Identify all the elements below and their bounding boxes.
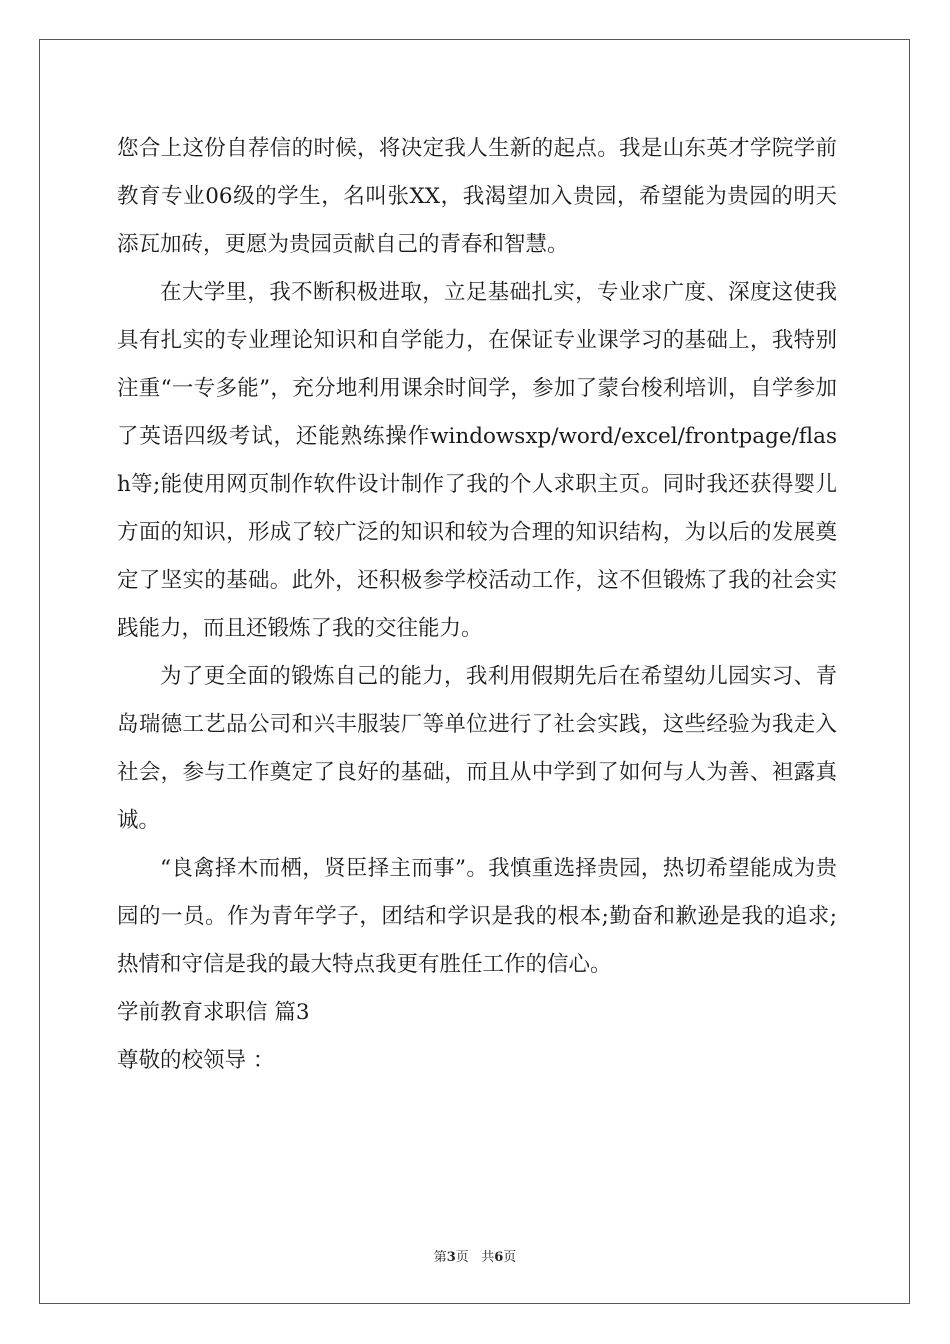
paragraph-intro: 您合上这份自荐信的时候，将决定我人生新的起点。我是山东英才学院学前教育专业06级的学生，名叫张XX，我渴望加入贵园，希望能为贵园的明天添瓦加砖，更愿为贵园贡献自己的青春和智慧。 (117, 136, 837, 257)
footer-total-suffix: 页 (503, 1250, 517, 1265)
total-pages-number: 6 (494, 1250, 504, 1265)
section-heading: 学前教育求职信 篇3 (117, 1000, 310, 1025)
paragraph-practice: 为了更全面的锻炼自己的能力，我利用假期先后在希望幼儿园实习、青岛瑞德工艺品公司和兴丰服装厂等单位进行了社会实践，这些经验为我走入社会，参与工作奠定了良好的基础，而且从中学到了如何与人为善、袒露真诚。 (117, 664, 837, 833)
footer-total-prefix: 共 (481, 1250, 495, 1265)
footer-prefix: 第 (433, 1250, 447, 1265)
footer-page-suffix: 页 (455, 1250, 469, 1265)
paragraph-university: 在大学里，我不断积极进取，立足基础扎实，专业求广度、深度这使我具有扎实的专业理论知识和自学能力，在保证专业课学习的基础上，我特别注重“一专多能”，充分地利用课余时间学，参加了蒙台梭利培训，自学参加了英语四级考试，还能熟练操作windowsxp/word/excel/frontpage/flash等;能使用网页制作软件设计制作了我的个人求职主页。同时我还获得婴儿方面的知识，形成了较广泛的知识和较为合理的知识结构，为以后的发展奠定了坚实的基础。此外，还积极参学校活动工作，这不但锻炼了我的社会实践能力，而且还锻炼了我的交往能力。 (117, 280, 837, 641)
current-page-number: 3 (446, 1250, 456, 1265)
page-footer (0, 1246, 950, 1265)
document-body (117, 125, 837, 1085)
salutation: 尊敬的校领导 ： (117, 1048, 275, 1073)
paragraph-closing: “良禽择木而栖，贤臣择主而事”。我慎重选择贵园，热切希望能成为贵园的一员。作为青年学子，团结和学识是我的根本;勤奋和歉逊是我的追求;热情和守信是我的最大特点我更有胜任工作的信心。 (117, 856, 837, 977)
